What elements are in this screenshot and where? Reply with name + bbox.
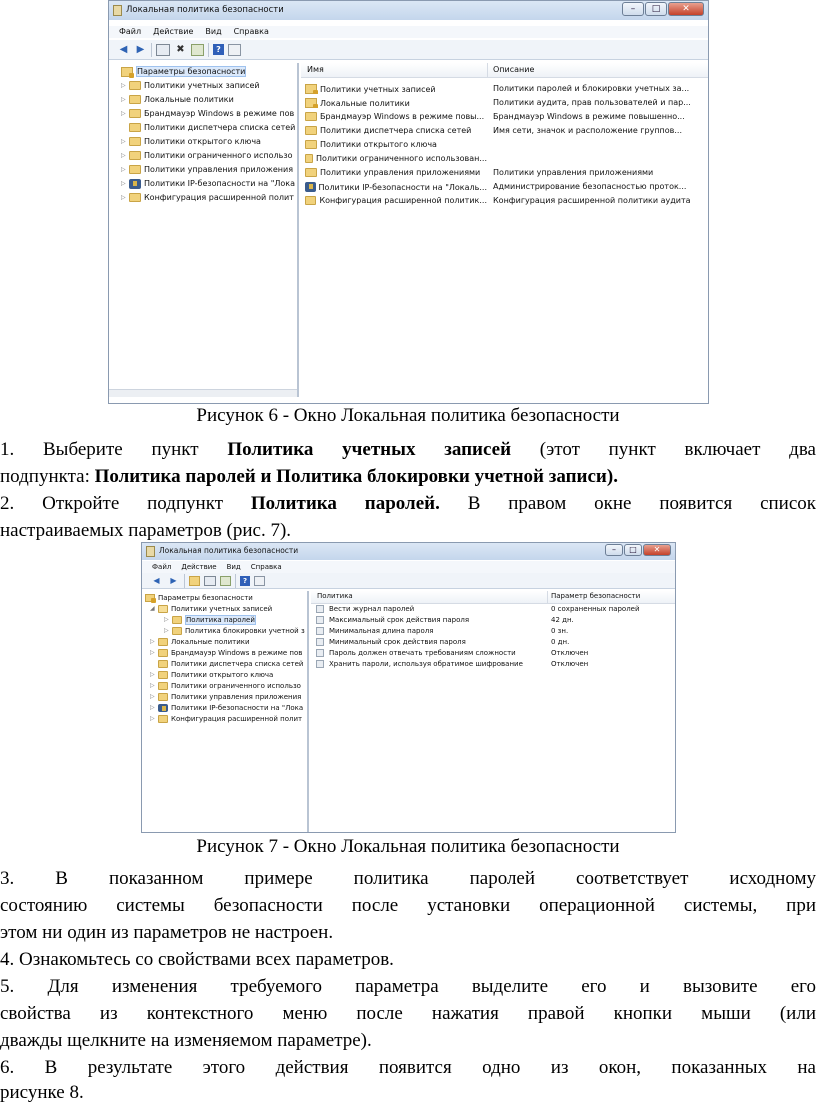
tree-item-software-restriction[interactable]: Политики ограниченного использо [144, 151, 293, 160]
paragraph-6-line-1: 6. В результате этого действия появится одно из окон, показанных на [0, 1057, 816, 1078]
show-hide-tree-icon[interactable] [156, 44, 170, 56]
toolbar-separator [184, 574, 185, 588]
expand-icon[interactable]: ▷ [150, 638, 155, 645]
window-title: Локальная политика безопасности [126, 5, 284, 15]
policy-icon [316, 649, 324, 657]
tree-item-firewall[interactable]: Брандмауэр Windows в режиме пов [171, 648, 303, 657]
tree-item-firewall[interactable]: Брандмауэр Windows в режиме пов [144, 109, 295, 118]
expand-icon[interactable]: ▷ [150, 693, 155, 700]
minimize-button[interactable]: – [605, 544, 623, 556]
folder-open-icon [158, 605, 168, 613]
expand-icon[interactable]: ▷ [164, 616, 169, 623]
tree-item-network-list[interactable]: Политики диспетчера списка сетей [144, 123, 296, 132]
menu-action[interactable]: Действие [153, 27, 194, 36]
paragraph-5-line-2: свойства из контекстного меню после нажатия правой кнопки мыши (или [0, 1003, 816, 1024]
expand-icon[interactable]: ▷ [121, 82, 126, 89]
policy-icon [316, 638, 324, 646]
expand-icon[interactable]: ▷ [121, 138, 126, 145]
column-header-security-setting[interactable]: Параметр безопасности [551, 592, 641, 600]
delete-icon[interactable]: ✖ [176, 43, 185, 55]
list-item[interactable]: Политики учетных записей Политики паролей и блокировки учетных за... [301, 84, 709, 98]
tree-item-account-policies[interactable]: Политики учетных записей [144, 81, 260, 90]
paragraph-3-line-1: 3. В показанном примере политика паролей соответствует исходному [0, 868, 816, 889]
security-settings-icon [121, 67, 133, 77]
folder-icon [129, 109, 141, 118]
policy-icon [316, 627, 324, 635]
folder-icon [129, 95, 141, 104]
menu-help[interactable]: Справка [250, 563, 282, 571]
expand-icon[interactable]: ▷ [121, 180, 126, 187]
ip-security-icon [158, 704, 168, 712]
expand-icon[interactable]: ▷ [121, 96, 126, 103]
tree-item-advanced-audit[interactable]: Конфигурация расширенной полит [144, 193, 294, 202]
security-settings-icon [145, 594, 155, 602]
list-item[interactable]: Политики ограниченного использован... [301, 154, 709, 168]
paragraph-6-line-2: рисунке 8. [0, 1082, 84, 1103]
tree-item-network-list[interactable]: Политики диспетчера списка сетей [171, 659, 304, 668]
tree-horizontal-scrollbar[interactable] [109, 389, 297, 397]
folder-icon [172, 627, 182, 635]
tree-item-local-policies[interactable]: Локальные политики [144, 95, 234, 104]
export-list-icon[interactable] [191, 44, 204, 56]
tree-item-account-policies[interactable]: Политики учетных записей [171, 604, 273, 613]
menu-view[interactable]: Вид [226, 563, 241, 571]
expand-icon[interactable]: ▷ [121, 166, 126, 173]
list-item[interactable]: Минимальный срок действия пароля 0 дн. [311, 638, 676, 649]
tree-item-applocker[interactable]: Политики управления приложения [144, 165, 294, 174]
back-arrow-icon[interactable]: ◀ [119, 43, 128, 55]
app-icon [146, 546, 155, 557]
tree-item-password-policy[interactable]: Политика паролей [186, 615, 255, 624]
expand-icon[interactable]: ▷ [150, 682, 155, 689]
folder-icon [305, 126, 317, 135]
expand-icon[interactable]: ▷ [150, 715, 155, 722]
tree-item-ip-security[interactable]: Политики IP-безопасности на "Лока [144, 179, 296, 188]
tree-item-public-key[interactable]: Политики открытого ключа [144, 137, 261, 146]
folder-icon [129, 151, 141, 160]
figure6-caption: Рисунок 6 - Окно Локальная политика безопасности [196, 405, 620, 426]
paragraph-3-line-3: этом ни один из параметров не настроен. [0, 922, 334, 943]
expand-icon[interactable]: ▷ [121, 194, 126, 201]
figure7-window [141, 542, 676, 833]
toolbar [142, 573, 675, 589]
close-button[interactable]: ✕ [668, 2, 704, 16]
list-item[interactable]: Хранить пароли, используя обратимое шифрование Отключен [311, 660, 676, 671]
list-item[interactable]: Вести журнал паролей 0 сохраненных паролей [311, 605, 676, 616]
column-header-policy[interactable]: Политика [317, 592, 353, 600]
expand-icon[interactable]: ▷ [150, 649, 155, 656]
list-item[interactable]: Минимальная длина пароля 0 зн. [311, 627, 676, 638]
expand-icon[interactable]: ▷ [121, 110, 126, 117]
figure6-window [108, 0, 709, 404]
tree-item-ip-security[interactable]: Политики IP-безопасности на "Лока [171, 703, 304, 712]
list-item[interactable]: Политики диспетчера списка сетей Имя сети, значок и расположение группов... [301, 126, 709, 140]
menu-help[interactable]: Справка [233, 27, 269, 36]
menu-bar [109, 26, 708, 38]
folder-icon [129, 137, 141, 146]
expand-icon[interactable]: ▷ [150, 704, 155, 711]
toolbar-separator [151, 43, 152, 57]
console-tree [109, 63, 299, 397]
folder-icon [305, 140, 317, 149]
figure7-caption: Рисунок 7 - Окно Локальная политика безопасности [196, 836, 620, 857]
folder-icon [158, 682, 168, 690]
paragraph-2-line-2: настраиваемых параметров (рис. 7). [0, 520, 292, 541]
title-bar [142, 543, 675, 560]
list-item[interactable]: Конфигурация расширенной политик... Конфигурация расширенной политики аудита [301, 196, 709, 210]
column-header-description[interactable]: Описание [493, 65, 535, 74]
details-list [301, 63, 709, 397]
folder-icon [129, 81, 141, 90]
close-button[interactable]: ✕ [643, 544, 671, 556]
ip-security-icon [129, 179, 141, 189]
list-item[interactable]: Политики управления приложениями Политики управления приложениями [301, 168, 709, 182]
forward-arrow-icon[interactable]: ▶ [170, 575, 177, 585]
paragraph-1-line-2: подпункта: Политика паролей и Политика блокировки учетной записи). [0, 466, 618, 487]
policy-icon [316, 660, 324, 668]
expand-icon[interactable]: ▷ [121, 152, 126, 159]
folder-icon [305, 168, 317, 177]
list-item[interactable]: Максимальный срок действия пароля 42 дн. [311, 616, 676, 627]
column-header-name[interactable]: Имя [307, 65, 324, 74]
tree-item-security-settings[interactable]: Параметры безопасности [137, 67, 246, 76]
help-icon[interactable]: ? [213, 44, 224, 55]
menu-view[interactable]: Вид [205, 27, 222, 36]
paragraph-3-line-2: состоянию системы безопасности после установки операционной системы, при [0, 895, 816, 916]
tree-item-security-settings[interactable]: Параметры безопасности [158, 593, 253, 602]
expand-icon[interactable]: ▷ [164, 627, 169, 634]
help-icon[interactable]: ? [240, 576, 250, 586]
paragraph-5-line-3: дважды щелкните на изменяемом параметре). [0, 1030, 372, 1051]
properties-icon[interactable] [228, 44, 241, 56]
up-level-icon[interactable] [189, 576, 200, 586]
policy-icon [316, 605, 324, 613]
toolbar-separator [208, 43, 209, 57]
title-bar [109, 1, 708, 20]
folder-icon [158, 693, 168, 701]
paragraph-2-line-1: 2. Откройте подпункт Политика паролей. В правом окне появится список [0, 493, 816, 514]
maximize-button[interactable]: □ [645, 2, 667, 16]
folder-icon [158, 671, 168, 679]
forward-arrow-icon[interactable]: ▶ [136, 43, 145, 55]
menu-action[interactable]: Действие [181, 563, 217, 571]
folder-icon [158, 715, 168, 723]
toolbar [109, 40, 708, 60]
tree-item-advanced-audit[interactable]: Конфигурация расширенной полит [171, 714, 303, 723]
list-header [311, 591, 676, 604]
folder-icon [158, 660, 168, 668]
menu-file[interactable]: Файл [119, 27, 142, 36]
window-title: Локальная политика безопасности [159, 546, 299, 555]
folder-icon [129, 165, 141, 174]
maximize-button[interactable]: □ [624, 544, 642, 556]
tree-item-applocker[interactable]: Политики управления приложения [171, 692, 302, 701]
folder-icon [129, 193, 141, 202]
details-list [311, 591, 676, 833]
policy-icon [316, 616, 324, 624]
tree-item-software-restriction[interactable]: Политики ограниченного использо [171, 681, 301, 690]
menu-file[interactable]: Файл [152, 563, 172, 571]
folder-icon [158, 649, 168, 657]
export-list-icon[interactable] [220, 576, 231, 586]
local-policies-icon [305, 98, 317, 108]
expand-icon[interactable]: ▷ [150, 671, 155, 678]
paragraph-5-line-1: 5. Для изменения требуемого параметра выделите его и вызовите его [0, 976, 816, 997]
folder-icon [158, 638, 168, 646]
tree-item-account-lockout-policy[interactable]: Политика блокировки учетной з [185, 626, 305, 635]
tree-item-local-policies[interactable]: Локальные политики [171, 637, 250, 646]
back-arrow-icon[interactable]: ◀ [153, 575, 160, 585]
list-item[interactable]: Политики IP-безопасности на "Локаль... Администрирование безопасностью проток... [301, 182, 709, 196]
app-icon [113, 5, 122, 16]
folder-icon [305, 154, 313, 163]
properties-icon[interactable] [254, 576, 265, 586]
list-item[interactable]: Политики открытого ключа [301, 140, 709, 154]
paragraph-4: 4. Ознакомьтесь со свойствами всех параметров. [0, 949, 394, 970]
account-policies-icon [305, 84, 317, 94]
folder-icon [305, 112, 317, 121]
menu-bar [142, 561, 675, 573]
console-tree [142, 591, 309, 833]
folder-icon [172, 616, 182, 624]
collapse-icon[interactable]: ◢ [150, 605, 155, 612]
list-item[interactable]: Пароль должен отвечать требованиям сложности Отключен [311, 649, 676, 660]
ip-security-icon [305, 182, 316, 192]
paragraph-1-line-1: 1. Выберите пункт Политика учетных записей (этот пункт включает два [0, 439, 816, 460]
list-item[interactable]: Брандмауэр Windows в режиме повы... Брандмауэр Windows в режиме повышенно... [301, 112, 709, 126]
show-hide-tree-icon[interactable] [204, 576, 216, 586]
folder-icon [129, 123, 141, 132]
list-item[interactable]: Локальные политики Политики аудита, прав пользователей и пар... [301, 98, 709, 112]
folder-icon [305, 196, 316, 205]
minimize-button[interactable]: – [622, 2, 644, 16]
tree-item-public-key[interactable]: Политики открытого ключа [171, 670, 274, 679]
list-header [301, 63, 709, 78]
toolbar-separator [235, 574, 236, 588]
